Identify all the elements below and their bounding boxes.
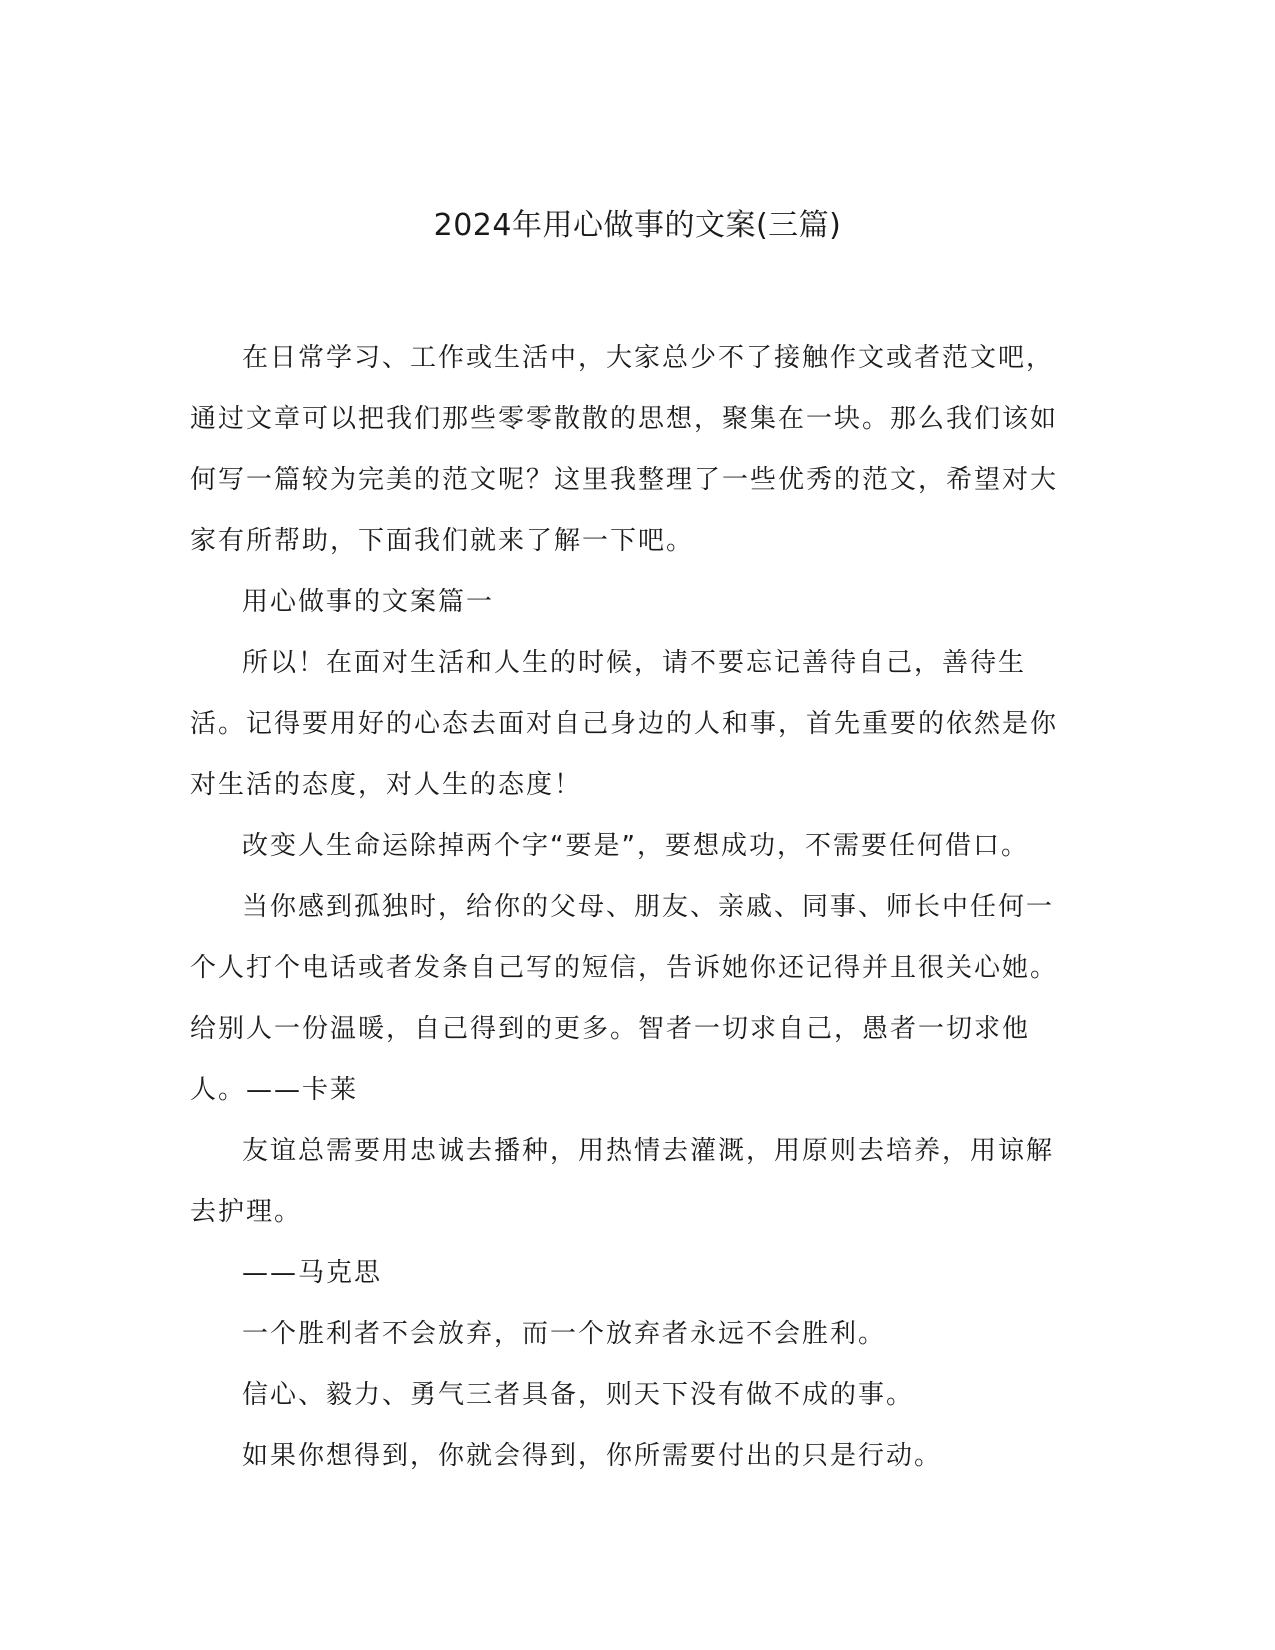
document-body: [190, 328, 1080, 1487]
body-paragraph: 信心、毅力、勇气三者具备，则天下没有做不成的事。: [242, 1380, 915, 1410]
section-heading: 用心做事的文案篇一: [242, 587, 495, 617]
body-paragraph: 友谊总需要用忠诚去播种，用热情去灌溉，用原则去培养，用谅解去护理。: [190, 1136, 1055, 1227]
body-paragraph: 一个胜利者不会放弃，而一个放弃者永远不会胜利。: [242, 1319, 887, 1349]
intro-paragraph: 在日常学习、工作或生活中，大家总少不了接触作文或者范文吧，通过文章可以把我们那些零零散散的思想，聚集在一块。那么我们该如何写一篇较为完美的范文呢？这里我整理了一些优秀的范文，希望对大家有所帮助，下面我们就来了解一下吧。: [190, 343, 1059, 556]
body-paragraph: 如果你想得到，你就会得到，你所需要付出的只是行动。: [242, 1441, 943, 1471]
document-title: 2024年用心做事的文案(三篇): [433, 208, 842, 243]
body-paragraph: 当你感到孤独时，给你的父母、朋友、亲戚、同事、师长中任何一个人打个电话或者发条自己写的短信，告诉她你还记得并且很关心她。给别人一份温暖，自己得到的更多。智者一切求自己，愚者一切求他人。——卡莱: [190, 892, 1059, 1105]
body-paragraph: 改变人生命运除掉两个字“要是”，要想成功，不需要任何借口。: [242, 831, 1029, 861]
quote-attribution: ——马克思: [242, 1258, 383, 1288]
body-paragraph: 所以！在面对生活和人生的时候，请不要忘记善待自己，善待生活。记得要用好的心态去面对自己身边的人和事，首先重要的依然是你对生活的态度，对人生的态度！: [190, 648, 1059, 800]
